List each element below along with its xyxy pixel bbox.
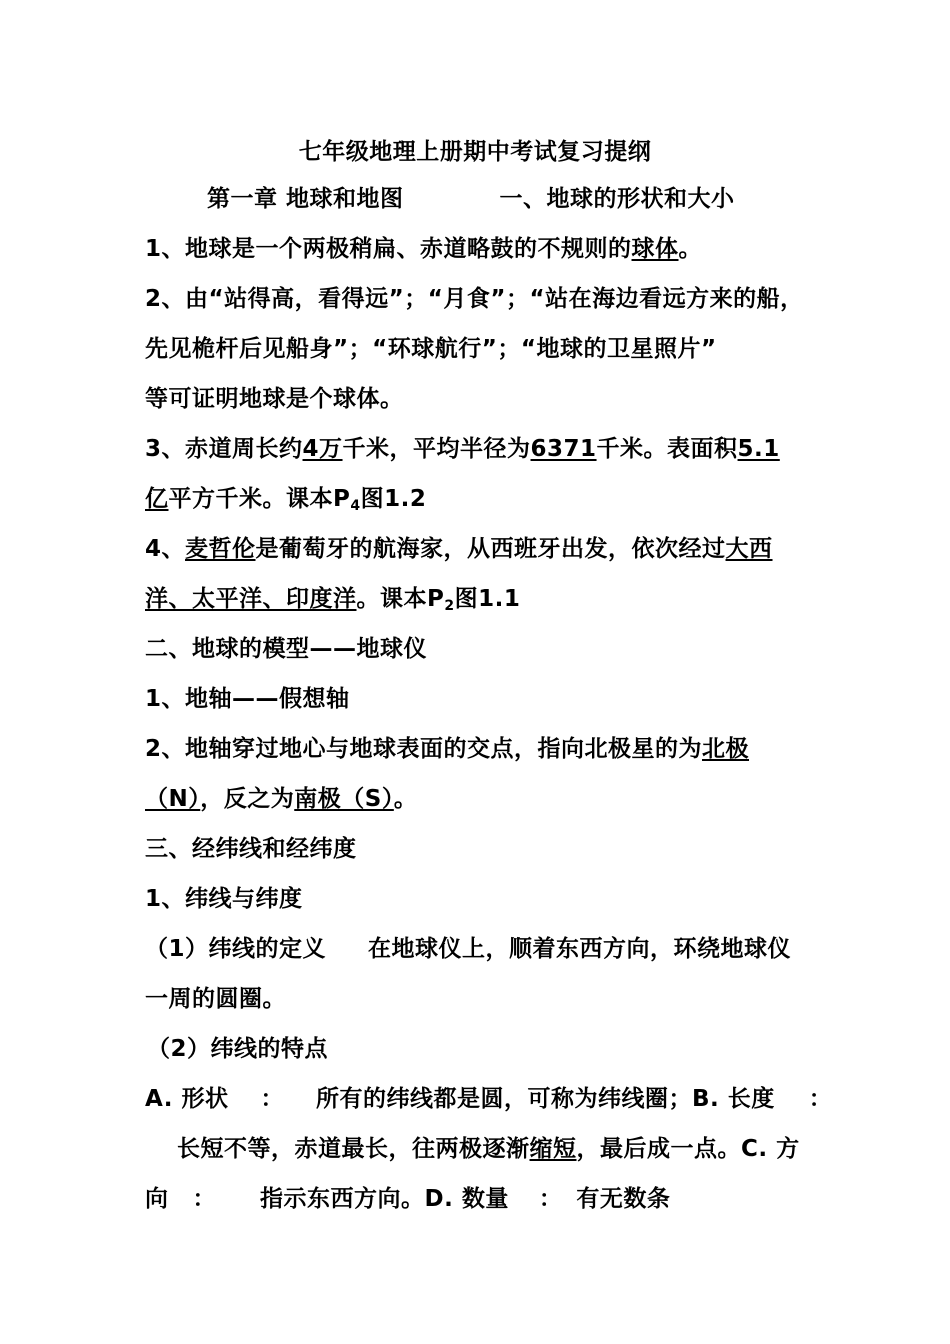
text: ： <box>808 1086 833 1112</box>
section-2-point-2-line-1 <box>145 734 825 764</box>
paragraph-2-line-2: 先见桅杆后见船身”；“环球航行”；“地球的卫星照片” <box>145 336 717 362</box>
text: 4、 <box>145 536 186 562</box>
text: 千米。表面积 <box>596 436 738 462</box>
underlined-term: 缩短 <box>529 1136 577 1162</box>
section-2-point-1: 1、地轴——假想轴 <box>145 686 350 712</box>
text: 。 <box>678 236 703 262</box>
latitude-features-heading: （2）纬线的特点 <box>147 1036 329 1062</box>
chapter-heading-row <box>207 184 827 214</box>
subscript: 2 <box>444 598 455 614</box>
text: 在地球仪上，顺着东西方向，环绕地球仪 <box>368 936 792 962</box>
text: ，反之为 <box>200 786 295 812</box>
text: 长短不等，赤道最长，往两极逐渐 <box>177 1136 530 1162</box>
latitude-definition-line-1 <box>145 934 825 964</box>
paragraph-1 <box>145 234 825 264</box>
text: 向 <box>145 1186 169 1212</box>
text: 3、赤道周长约 <box>145 436 303 462</box>
chapter-heading: 第一章 地球和地图 <box>207 186 404 212</box>
underlined-term: 亿 <box>145 486 169 512</box>
underlined-term: 北极 <box>702 736 750 762</box>
latitude-definition-line-2: 一周的圆圈。 <box>145 986 286 1012</box>
latitude-features-line-1 <box>145 1084 833 1114</box>
paragraph-3-line-1 <box>145 434 825 464</box>
paragraph-3-line-2 <box>145 484 825 514</box>
text: 有无数条 <box>576 1186 671 1212</box>
text: ： <box>192 1186 216 1212</box>
paragraph-2-line-3: 等可证明地球是个球体。 <box>145 386 404 412</box>
underlined-term: 5.1 <box>737 436 780 462</box>
section-2-point-2-line-2 <box>145 784 825 814</box>
underlined-term: 南极（S） <box>294 786 394 812</box>
underlined-term: 球体 <box>631 236 679 262</box>
text: 指示东西方向。 <box>260 1186 425 1212</box>
text: 。课本P <box>356 586 445 612</box>
underlined-term: 4万 <box>302 436 343 462</box>
text: ，最后成一点。 <box>576 1136 741 1162</box>
text: 1、地球是一个两极稍扁、赤道略鼓的不规则的 <box>145 236 632 262</box>
subscript: 4 <box>350 498 361 514</box>
latitude-features-line-3 <box>145 1184 825 1214</box>
feature-label: B. 长度 <box>691 1086 775 1112</box>
section-heading-2: 二、地球的模型——地球仪 <box>145 636 427 662</box>
paragraph-4-line-2 <box>145 584 825 614</box>
underlined-term: （N） <box>145 786 201 812</box>
underlined-term: 洋、太平洋、印度洋 <box>145 586 357 612</box>
underlined-term: 6371 <box>530 436 597 462</box>
text: 千米，平均半径为 <box>342 436 531 462</box>
text: 平方千米。课本P <box>168 486 351 512</box>
paragraph-4-line-1 <box>145 534 825 564</box>
section-heading-3: 三、经纬线和经纬度 <box>145 836 357 862</box>
underlined-term: 麦哲伦 <box>185 536 256 562</box>
feature-label: C. 方 <box>741 1136 800 1162</box>
section-3-point-1: 1、纬线与纬度 <box>145 886 303 912</box>
underlined-term: 大西 <box>725 536 773 562</box>
text: 。 <box>393 786 418 812</box>
definition-label: （1）纬线的定义 <box>145 936 327 962</box>
feature-label: A. 形状 <box>145 1086 229 1112</box>
text: 图1.1 <box>454 586 521 612</box>
text: 所有的纬线都是圆，可称为纬线圈； <box>315 1086 692 1112</box>
text: ： <box>260 1086 284 1112</box>
text: 是葡萄牙的航海家，从西班牙出发，依次经过 <box>255 536 726 562</box>
text: 图1.2 <box>360 486 427 512</box>
text: ： <box>538 1186 563 1212</box>
feature-label: D. 数量 <box>424 1186 509 1212</box>
latitude-features-line-2 <box>177 1134 857 1164</box>
paragraph-2-line-1: 2、由“站得高，看得远”；“月食”；“站在海边看远方来的船， <box>145 286 804 312</box>
text: 2、地轴穿过地心与地球表面的交点，指向北极星的为 <box>145 736 703 762</box>
section-heading-1: 一、地球的形状和大小 <box>499 186 735 212</box>
document-title: 七年级地理上册期中考试复习提纲 <box>298 139 652 165</box>
